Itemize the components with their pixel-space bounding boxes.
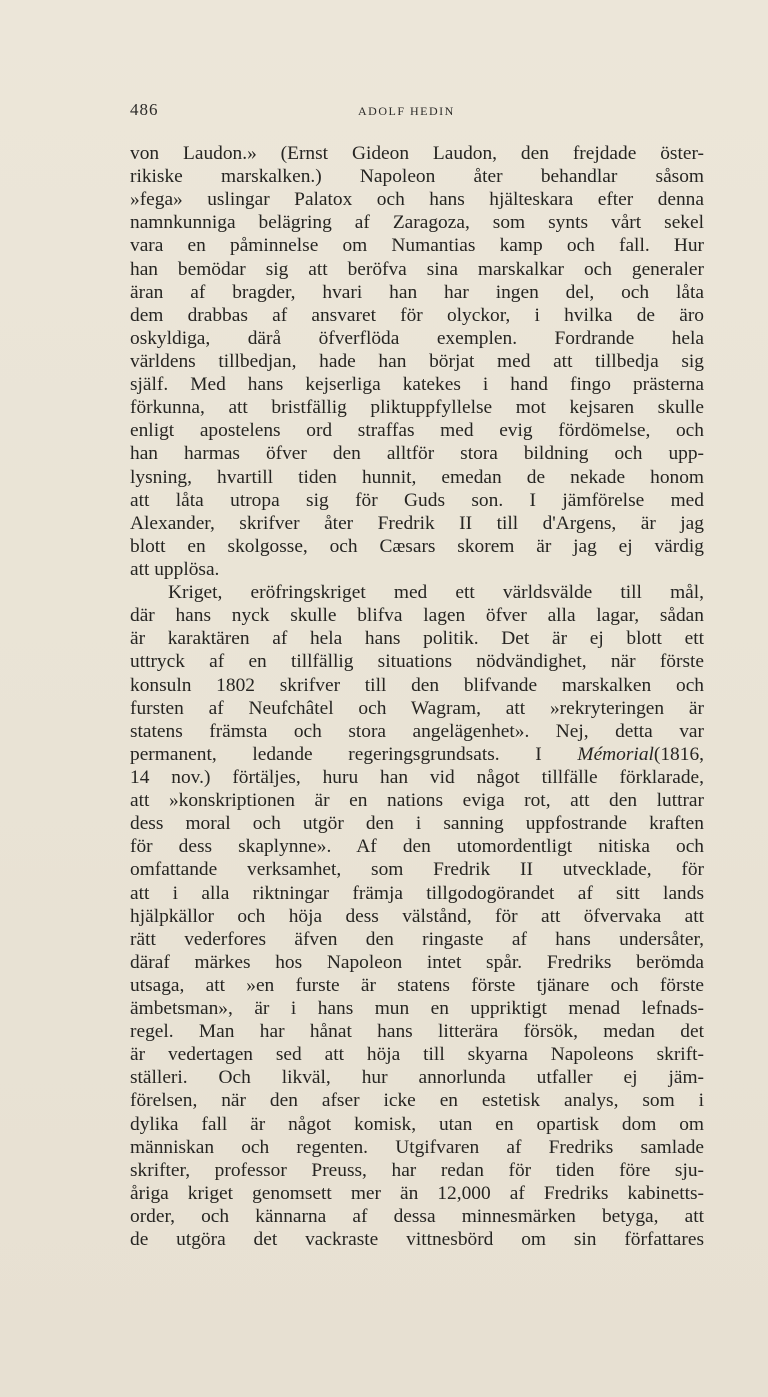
running-title: ADOLF HEDIN <box>358 104 455 118</box>
text-line: »fega» uslingar Palatox och hans hjälteskara efter denna <box>130 189 704 211</box>
text-line: att i alla riktningar främja tillgodogörandet af sitt lands <box>130 882 704 904</box>
text-line: han bemödar sig att beröfva sina marskalkar och generaler <box>130 258 704 280</box>
text-line: där hans nyck skulle blifva lagen öfver alla lagar, sådan <box>130 605 704 627</box>
text-line: konsuln 1802 skrifver till den blifvande marskalken och <box>130 674 704 696</box>
text-line: statens främsta och stora angelägenhet». Nej, detta var <box>130 720 704 742</box>
text-line: namnkunniga belägring af Zaragoza, som synts vårt sekel <box>130 212 704 234</box>
text-line: regel. Man har hånat hans litterära försök, medan det <box>130 1021 704 1043</box>
text-line: äran af bragder, hvari han har ingen del, och låta <box>130 281 704 303</box>
text-line: 14 nov.) förtäljes, huru han vid något tillfälle förklarade, <box>130 766 704 788</box>
text-line: lysning, hvartill tiden hunnit, emedan de nekade honom <box>130 466 704 488</box>
text-line: rikiske marskalken.) Napoleon åter behandlar såsom <box>130 166 704 188</box>
text-line-with-italic <box>130 743 704 766</box>
text-line: utsaga, att »en furste är statens förste tjänare och förste <box>130 974 704 996</box>
text-line: dem drabbas af ansvaret för olyckor, i hvilka de äro <box>130 304 704 326</box>
text-line: uttryck af en tillfällig situations nödvändighet, när förste <box>130 651 704 673</box>
text-line: världens tillbedjan, hade han börjat med att tillbedja sig <box>130 350 704 372</box>
page-number: 486 <box>130 100 159 119</box>
text-line: order, och kännarna af dessa minnesmärken betyga, att <box>130 1206 704 1228</box>
text-line: von Laudon.» (Ernst Gideon Laudon, den frejdade öster- <box>130 143 704 164</box>
text-fragment: (1816, <box>653 743 704 765</box>
text-line: är karaktären af hela hans politik. Det är ej blott ett <box>130 628 704 650</box>
text-line: dess moral och utgör den i sanning uppfostrande kraften <box>130 813 704 835</box>
text-line: Kriget, eröfringskriget med ett världsvälde till mål, <box>168 582 704 604</box>
text-line: ämbetsman», är i hans mun en uppriktigt menad lefnads- <box>130 998 704 1020</box>
text-line: han harmas öfver den alltför stora bildning och upp- <box>130 443 704 465</box>
text-line: fursten af Neufchâtel och Wagram, att »rekryteringen är <box>130 697 704 719</box>
text-line: de utgöra det vackraste vittnesbörd om sin författares <box>130 1229 704 1251</box>
text-line: förelsen, när den afser icke en estetisk analys, som i <box>130 1090 704 1112</box>
text-line: att »konskriptionen är en nations eviga rot, att den luttrar <box>130 790 704 812</box>
text-line: förkunna, att bristfällig pliktuppfyllelse mot kejsaren skulle <box>130 397 704 419</box>
text-line: enligt apostelens ord straffas med evig fördömelse, och <box>130 420 704 442</box>
text-line: för dess skaplynne». Af den utomordentligt nitiska och <box>130 836 704 858</box>
text-line: skrifter, professor Preuss, har redan för tiden före sju- <box>130 1159 704 1181</box>
text-line: åriga kriget genomsett mer än 12,000 af Fredriks kabinetts- <box>130 1182 704 1204</box>
text-line: vara en påminnelse om Numantias kamp och fall. Hur <box>130 235 704 257</box>
text-line: däraf märkes hos Napoleon intet spår. Fredriks berömda <box>130 951 704 973</box>
italic-title: Mémorial <box>577 743 654 765</box>
text-line: att upplösa. <box>130 558 220 580</box>
text-line: människan och regenten. Utgifvaren af Fredriks samlade <box>130 1136 704 1158</box>
text-line: Alexander, skrifver åter Fredrik II till d'Argens, är jag <box>130 512 704 534</box>
text-line: själf. Med hans kejserliga katekes i hand fingo prästerna <box>130 374 704 396</box>
text-line: oskyldiga, därå öfverflöda exemplen. Fordrande hela <box>130 327 704 349</box>
page-header <box>130 100 704 124</box>
text-line: är vedertagen sed att höja till skyarna Napoleons skrift- <box>130 1044 704 1066</box>
text-fragment: permanent, ledande regeringsgrundsats. I <box>130 743 542 765</box>
body-text <box>130 142 704 1251</box>
text-line: dylika fall är något komisk, utan en opartisk dom om <box>130 1113 704 1135</box>
text-line: att låta utropa sig för Guds son. I jämförelse med <box>130 489 704 511</box>
text-line: omfattande verksamhet, som Fredrik II utvecklade, för <box>130 859 704 881</box>
text-line: ställeri. Och likväl, hur annorlunda utfaller ej jäm- <box>130 1067 704 1089</box>
text-line: hjälpkällor och höja dess välstånd, för att öfvervaka att <box>130 905 704 927</box>
text-line: rätt vederfores äfven den ringaste af hans undersåter, <box>130 928 704 950</box>
text-line: blott en skolgosse, och Cæsars skorem är jag ej värdig <box>130 535 704 557</box>
